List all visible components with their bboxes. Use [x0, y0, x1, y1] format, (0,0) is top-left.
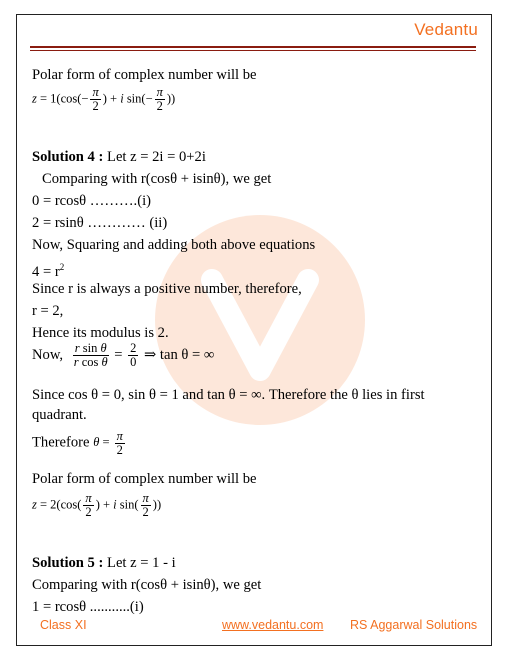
- page-footer: [0, 618, 510, 638]
- solution-4-heading: [32, 146, 206, 168]
- text-line: 0 = rcosθ ……….(i): [32, 193, 151, 209]
- solution-4-text: Let z = 2i = 0+2i: [103, 149, 206, 165]
- equation-r-squared-base: 4 = r: [32, 263, 60, 280]
- now-label: Now,: [32, 346, 64, 363]
- solution-5-label: Solution 5 :: [32, 555, 104, 571]
- footer-book-title: RS Aggarwal Solutions: [350, 618, 478, 632]
- footer-website-link[interactable]: www.vedantu.com: [222, 618, 324, 632]
- solution-4-label: Solution 4 :: [32, 149, 104, 165]
- text-line: Now, Squaring and adding both above equations: [32, 237, 316, 253]
- text-line: r = 2,: [32, 303, 64, 319]
- therefore-label: Therefore: [32, 434, 90, 451]
- equation-tan-theta: Now, $\frac{\text{r sin θ}}{\text{r cos θ}}$ = $\frac{2}{0}$ ⇒ tan θ = ∞: [32, 341, 215, 369]
- equation-theta-value: Therefore θ = $\frac{\pi}{2}$: [32, 429, 123, 457]
- text-line: quadrant.: [32, 407, 87, 423]
- vedantu-logo: Vedantu: [414, 20, 478, 39]
- header-rule: [30, 46, 476, 48]
- equation-polar-form-1: z = 1(cos(− $\frac{\pi}{2}$ ) + i sin(− $\frac{\pi}{2}$ )): [32, 85, 176, 113]
- text-line: Polar form of complex number will be: [32, 471, 257, 487]
- text-line: Polar form of complex number will be: [32, 67, 257, 83]
- text-line: 2 = rsinθ ………… (ii): [32, 215, 168, 231]
- tan-theta-result: ⇒ tan θ = ∞: [144, 346, 215, 363]
- equation-polar-form-2: z = 2(cos( $\frac{\pi}{2}$ ) + i sin( $\frac{\pi}{2}$ )): [32, 491, 162, 519]
- text-line: Since r is always a positive number, therefore,: [32, 281, 302, 297]
- text-line: Since cos θ = 0, sin θ = 1 and tan θ = ∞. Therefore the θ lies in first: [32, 387, 425, 403]
- header-rule-thin: [30, 50, 476, 51]
- text-line: Hence its modulus is 2.: [32, 325, 169, 341]
- text-line: Comparing with r(cosθ + isinθ), we get: [42, 171, 272, 187]
- equation-r-squared-exponent: 2: [59, 262, 65, 272]
- text-line: Comparing with r(cosθ + isinθ), we get: [32, 577, 262, 593]
- solution-5-heading: [32, 552, 176, 574]
- solution-5-text: Let z = 1 - i: [103, 555, 176, 571]
- text-line: 1 = rcosθ ...........(i): [32, 599, 144, 615]
- footer-class: Class XI: [40, 618, 87, 632]
